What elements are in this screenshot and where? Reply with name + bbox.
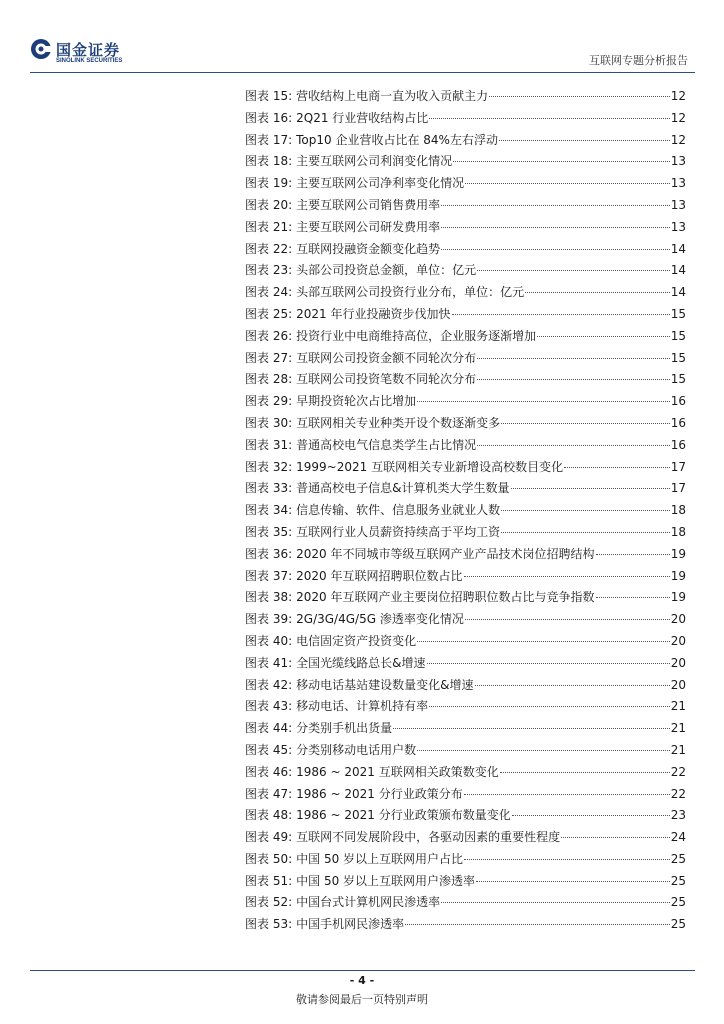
toc-dot-leader [512, 814, 670, 816]
toc-page-number: 17 [670, 459, 686, 474]
toc-page-number: 14 [670, 285, 686, 300]
toc-entry[interactable] [245, 86, 686, 108]
toc-figure-title: 互联网不同发展阶段中，各驱动因素的重要性程度 [296, 830, 561, 845]
toc-figure-title: 2020 年不同城市等级互联网产业产品技术岗位招聘结构 [296, 546, 595, 561]
toc-entry[interactable] [245, 544, 686, 566]
toc-page-number: 25 [670, 895, 686, 910]
toc-entry[interactable] [245, 566, 686, 588]
toc-page-number: 25 [670, 851, 686, 866]
toc-figure-label: 图表 36: [245, 546, 293, 561]
toc-entry[interactable] [245, 762, 686, 784]
toc-figure-label: 图表 31: [245, 437, 293, 452]
toc-dot-leader [477, 444, 670, 446]
toc-page-number: 13 [670, 219, 686, 234]
toc-page-number: 20 [670, 633, 686, 648]
toc-page-number: 24 [670, 830, 686, 845]
toc-page-number: 12 [670, 132, 686, 147]
toc-dot-leader [441, 901, 670, 903]
toc-entry[interactable] [245, 740, 686, 762]
toc-page-number: 15 [670, 306, 686, 321]
toc-page-number: 13 [670, 197, 686, 212]
toc-page-number: 16 [670, 415, 686, 430]
toc-figure-title: 主要互联网公司销售费用率 [296, 197, 441, 212]
disclaimer-note: 敬请参阅最后一页特别声明 [296, 993, 428, 1006]
toc-page-number: 25 [670, 873, 686, 888]
toc-entry[interactable] [245, 413, 686, 435]
toc-entry[interactable] [245, 675, 686, 697]
toc-dot-leader [465, 618, 670, 620]
toc-page-number: 15 [670, 328, 686, 343]
toc-entry[interactable] [245, 609, 686, 631]
toc-figure-title: 2Q21 行业营收结构占比 [296, 110, 429, 125]
toc-dot-leader [417, 640, 670, 642]
toc-entry[interactable] [245, 369, 686, 391]
toc-figure-label: 图表 15: [245, 89, 293, 103]
toc-figure-title: 2021 年行业投融资步伐加快 [296, 306, 451, 321]
toc-figure-label: 图表 49: [245, 830, 293, 845]
toc-figure-label: 图表 46: [245, 764, 293, 779]
toc-dot-leader [501, 509, 670, 511]
toc-figure-title: 互联网行业人员薪资持续高于平均工资 [296, 524, 501, 539]
toc-entry[interactable] [245, 587, 686, 609]
toc-entry[interactable] [245, 151, 686, 173]
toc-figure-label: 图表 22: [245, 241, 293, 256]
toc-entry[interactable] [245, 718, 686, 740]
toc-figure-label: 图表 41: [245, 655, 293, 670]
toc-dot-leader [501, 531, 670, 533]
toc-dot-leader [561, 836, 670, 838]
toc-page-number: 17 [670, 481, 686, 496]
toc-entry[interactable] [245, 478, 686, 500]
toc-figure-label: 图表 34: [245, 503, 293, 518]
logo-chinese-name: 国金证券 [56, 41, 121, 59]
sinolink-logo-icon [30, 38, 52, 60]
toc-figure-title: 2020 年互联网产业主要岗位招聘职位数占比与竞争指数 [296, 590, 595, 605]
toc-figure-title: 普通高校电气信息类学生占比情况 [296, 437, 477, 452]
toc-figure-label: 图表 24: [245, 285, 293, 300]
toc-figure-title: 全国光缆线路总长&增速 [296, 655, 426, 670]
toc-entry[interactable] [245, 827, 686, 849]
toc-figure-title: 中国 50 岁以上互联网用户占比 [296, 851, 464, 866]
toc-figure-label: 图表 39: [245, 612, 293, 627]
toc-dot-leader [500, 771, 670, 773]
toc-entry[interactable] [245, 391, 686, 413]
toc-figure-title: 中国手机网民渗透率 [296, 917, 405, 932]
toc-dot-leader [417, 400, 670, 402]
toc-dot-leader [441, 248, 670, 250]
toc-dot-leader [441, 204, 670, 206]
toc-dot-leader [453, 160, 670, 162]
toc-figure-label: 图表 44: [245, 721, 293, 736]
toc-figure-title: 分类别手机出货量 [296, 721, 393, 736]
toc-figure-label: 图表 53: [245, 917, 293, 932]
toc-figure-title: 电信固定资产投资变化 [296, 633, 417, 648]
toc-page-number: 20 [670, 677, 686, 692]
report-type-label: 互联网专题分析报告 [589, 54, 688, 67]
toc-figure-label: 图表 26: [245, 328, 293, 343]
logo-english-name: SINOLINK SECURITIES [56, 58, 123, 64]
toc-dot-leader [475, 684, 670, 686]
toc-figure-title: 互联网公司投资金额不同轮次分布 [296, 350, 477, 365]
toc-dot-leader [477, 269, 670, 271]
toc-figure-label: 图表 47: [245, 786, 293, 801]
toc-figure-title: 早期投资轮次占比增加 [296, 394, 417, 409]
toc-figure-label: 图表 51: [245, 873, 293, 888]
toc-entry[interactable] [245, 871, 686, 893]
toc-entry[interactable] [245, 500, 686, 522]
toc-entry[interactable] [245, 326, 686, 348]
toc-entry[interactable] [245, 631, 686, 653]
toc-figure-label: 图表 45: [245, 742, 293, 757]
toc-figure-title: 互联网投融资金额变化趋势 [296, 241, 441, 256]
toc-dot-leader [393, 727, 670, 729]
toc-figure-label: 图表 30: [245, 415, 293, 430]
toc-dot-leader [465, 182, 670, 184]
toc-dot-leader [452, 313, 670, 315]
toc-page-number: 20 [670, 612, 686, 627]
toc-page-number: 18 [670, 524, 686, 539]
toc-figure-title: 信息传输、软件、信息服务业就业人数 [296, 503, 501, 518]
toc-figure-label: 图表 37: [245, 568, 293, 583]
toc-figure-label: 图表 17: [245, 132, 293, 147]
toc-figure-label: 图表 21: [245, 219, 293, 234]
header-divider [30, 72, 695, 73]
toc-page-number: 22 [670, 786, 686, 801]
toc-dot-leader [429, 117, 669, 119]
toc-page-number: 14 [670, 263, 686, 278]
toc-figure-title: 普通高校电子信息&计算机类大学生数量 [296, 481, 510, 496]
toc-dot-leader [427, 662, 670, 664]
toc-figure-title: 分类别移动电话用户数 [296, 742, 417, 757]
toc-entry[interactable] [245, 130, 686, 152]
toc-figure-title: Top10 企业营收占比在 84%左右浮动 [296, 132, 498, 147]
toc-dot-leader [499, 139, 670, 141]
toc-figure-title: 1986 ~ 2021 分行业政策分布 [296, 786, 463, 801]
figure-table-of-contents [245, 86, 686, 936]
toc-dot-leader [441, 226, 670, 228]
toc-entry[interactable] [245, 260, 686, 282]
toc-page-number: 23 [670, 808, 686, 823]
toc-figure-title: 头部互联网公司投资行业分布，单位：亿元 [296, 285, 525, 300]
toc-figure-title: 互联网相关专业种类开设个数逐渐变多 [296, 415, 501, 430]
toc-page-number: 16 [670, 394, 686, 409]
toc-figure-title: 1986 ~ 2021 分行业政策颁布数量变化 [296, 808, 511, 823]
toc-entry[interactable] [245, 522, 686, 544]
toc-entry[interactable] [245, 239, 686, 261]
toc-entry[interactable] [245, 805, 686, 827]
toc-figure-title: 主要互联网公司研发费用率 [296, 219, 441, 234]
toc-figure-label: 图表 42: [245, 677, 293, 692]
page-header [0, 0, 724, 70]
toc-page-number: 12 [670, 110, 686, 125]
toc-page-number: 15 [670, 350, 686, 365]
toc-figure-title: 1999~2021 互联网相关专业新增设高校数目变化 [296, 459, 564, 474]
toc-dot-leader [405, 923, 670, 925]
toc-figure-label: 图表 27: [245, 350, 293, 365]
toc-figure-label: 图表 40: [245, 633, 293, 648]
toc-page-number: 19 [670, 590, 686, 605]
toc-figure-label: 图表 25: [245, 306, 293, 321]
toc-figure-label: 图表 23: [245, 263, 293, 278]
toc-page-number: 13 [670, 176, 686, 191]
toc-dot-leader [464, 575, 670, 577]
toc-entry[interactable] [245, 849, 686, 871]
toc-figure-title: 2020 年互联网招聘职位数占比 [296, 568, 463, 583]
toc-page-number: 21 [670, 721, 686, 736]
toc-figure-label: 图表 48: [245, 808, 293, 823]
toc-entry[interactable] [245, 348, 686, 370]
toc-page-number: 21 [670, 742, 686, 757]
toc-entry[interactable] [245, 696, 686, 718]
toc-dot-leader [564, 466, 670, 468]
toc-page-number: 15 [670, 372, 686, 387]
toc-figure-label: 图表 29: [245, 394, 293, 409]
toc-entry[interactable] [245, 282, 686, 304]
toc-dot-leader [477, 357, 670, 359]
page-number: - 4 - [349, 974, 375, 987]
footer-divider [30, 970, 695, 971]
toc-dot-leader [525, 291, 670, 293]
toc-entry[interactable] [245, 304, 686, 326]
toc-entry[interactable] [245, 914, 686, 936]
toc-figure-title: 主要互联网公司利润变化情况 [296, 154, 453, 169]
toc-dot-leader [417, 749, 670, 751]
toc-page-number: 21 [670, 699, 686, 714]
toc-figure-label: 图表 16: [245, 110, 293, 125]
toc-entry[interactable] [245, 653, 686, 675]
toc-figure-label: 图表 33: [245, 481, 293, 496]
toc-figure-label: 图表 50: [245, 851, 293, 866]
toc-entry[interactable] [245, 173, 686, 195]
toc-dot-leader [489, 95, 670, 97]
toc-figure-title: 头部公司投资总金额，单位：亿元 [296, 263, 477, 278]
toc-figure-title: 中国台式计算机网民渗透率 [296, 895, 441, 910]
toc-figure-title: 投资行业中电商维持高位，企业服务逐渐增加 [296, 328, 537, 343]
toc-page-number: 14 [670, 241, 686, 256]
toc-page-number: 19 [670, 546, 686, 561]
toc-entry[interactable] [245, 435, 686, 457]
toc-entry[interactable] [245, 457, 686, 479]
toc-entry[interactable] [245, 784, 686, 806]
toc-page-number: 13 [670, 154, 686, 169]
toc-page-number: 22 [670, 764, 686, 779]
toc-page-number: 18 [670, 503, 686, 518]
toc-dot-leader [464, 793, 670, 795]
toc-dot-leader [511, 487, 670, 489]
toc-figure-label: 图表 19: [245, 176, 293, 191]
toc-page-number: 16 [670, 437, 686, 452]
toc-dot-leader [476, 880, 670, 882]
toc-figure-title: 1986 ~ 2021 互联网相关政策数变化 [296, 764, 499, 779]
toc-dot-leader [464, 858, 670, 860]
toc-dot-leader [429, 705, 670, 707]
toc-figure-title: 移动电话基站建设数量变化&增速 [296, 677, 474, 692]
toc-page-number: 12 [670, 89, 686, 103]
toc-figure-title: 2G/3G/4G/5G 渗透率变化情况 [296, 612, 464, 627]
toc-figure-label: 图表 18: [245, 154, 293, 169]
toc-dot-leader [596, 553, 670, 555]
toc-figure-label: 图表 43: [245, 699, 293, 714]
toc-figure-label: 图表 35: [245, 524, 293, 539]
toc-figure-title: 中国 50 岁以上互联网用户渗透率 [296, 873, 476, 888]
toc-figure-label: 图表 32: [245, 459, 293, 474]
toc-figure-title: 主要互联网公司净利率变化情况 [296, 176, 465, 191]
toc-dot-leader [477, 378, 670, 380]
toc-dot-leader [501, 422, 670, 424]
toc-dot-leader [596, 596, 670, 598]
toc-figure-title: 营收结构上电商一直为收入贡献主力 [296, 89, 489, 103]
toc-figure-label: 图表 28: [245, 372, 293, 387]
toc-page-number: 19 [670, 568, 686, 583]
toc-figure-title: 互联网公司投资笔数不同轮次分布 [296, 372, 477, 387]
toc-entry[interactable] [245, 108, 686, 130]
toc-entry[interactable] [245, 195, 686, 217]
toc-dot-leader [537, 335, 670, 337]
toc-figure-label: 图表 38: [245, 590, 293, 605]
toc-figure-label: 图表 20: [245, 197, 293, 212]
toc-entry[interactable] [245, 892, 686, 914]
toc-entry[interactable] [245, 217, 686, 239]
toc-figure-title: 移动电话、计算机持有率 [296, 699, 429, 714]
toc-page-number: 20 [670, 655, 686, 670]
toc-figure-label: 图表 52: [245, 895, 293, 910]
toc-page-number: 25 [670, 917, 686, 932]
